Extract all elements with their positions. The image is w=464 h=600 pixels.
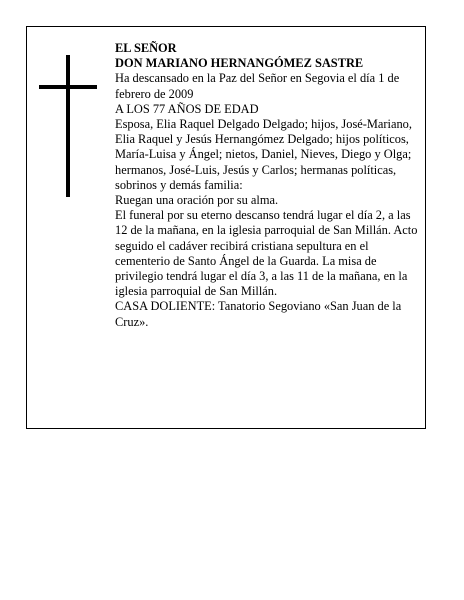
death-announcement: Ha descansado en la Paz del Señor en Segovia el día 1 de febrero de 2009 — [115, 71, 400, 101]
cross-horizontal-bar — [39, 85, 97, 89]
funeral-details: El funeral por su eterno descanso tendrá lugar el día 2, a las 12 de la mañana, en la iglesia parroquial de San Millán. Acto seguido el cadáver recibirá cristiana sepultura en el cementerio de Santo Ángel de la Guarda. La misa de privilegio tendrá lugar el día 3, a las 11 de la mañana, en la iglesia parroquial de San Millán. — [115, 208, 418, 299]
cross-vertical-bar — [66, 55, 70, 197]
prayer-request: Ruegan una oración por su alma. — [115, 193, 279, 208]
notice-title-line2: DON MARIANO HERNANGÓMEZ SASTRE — [115, 56, 364, 71]
age-line: A LOS 77 AÑOS DE EDAD — [115, 101, 259, 116]
latin-cross-icon — [39, 55, 97, 197]
obituary-notice — [26, 26, 426, 429]
family-list: Esposa, Elia Raquel Delgado Delgado; hijos, José-Mariano, Elia Raquel y Jesús Hernangómez Delgado; hijos políticos, María-Luisa y Ángel; nietos, Daniel, Nieves, Diego y Olga; hermanos, José-Luis, Jesús y Carlos; hermanas políticas, sobrinos y demás familia: — [115, 117, 412, 192]
notice-text — [115, 41, 421, 330]
notice-title-line1: EL SEÑOR — [115, 41, 177, 55]
mourning-house: CASA DOLIENTE: Tanatorio Segoviano «San Juan de la Cruz». — [115, 299, 402, 329]
